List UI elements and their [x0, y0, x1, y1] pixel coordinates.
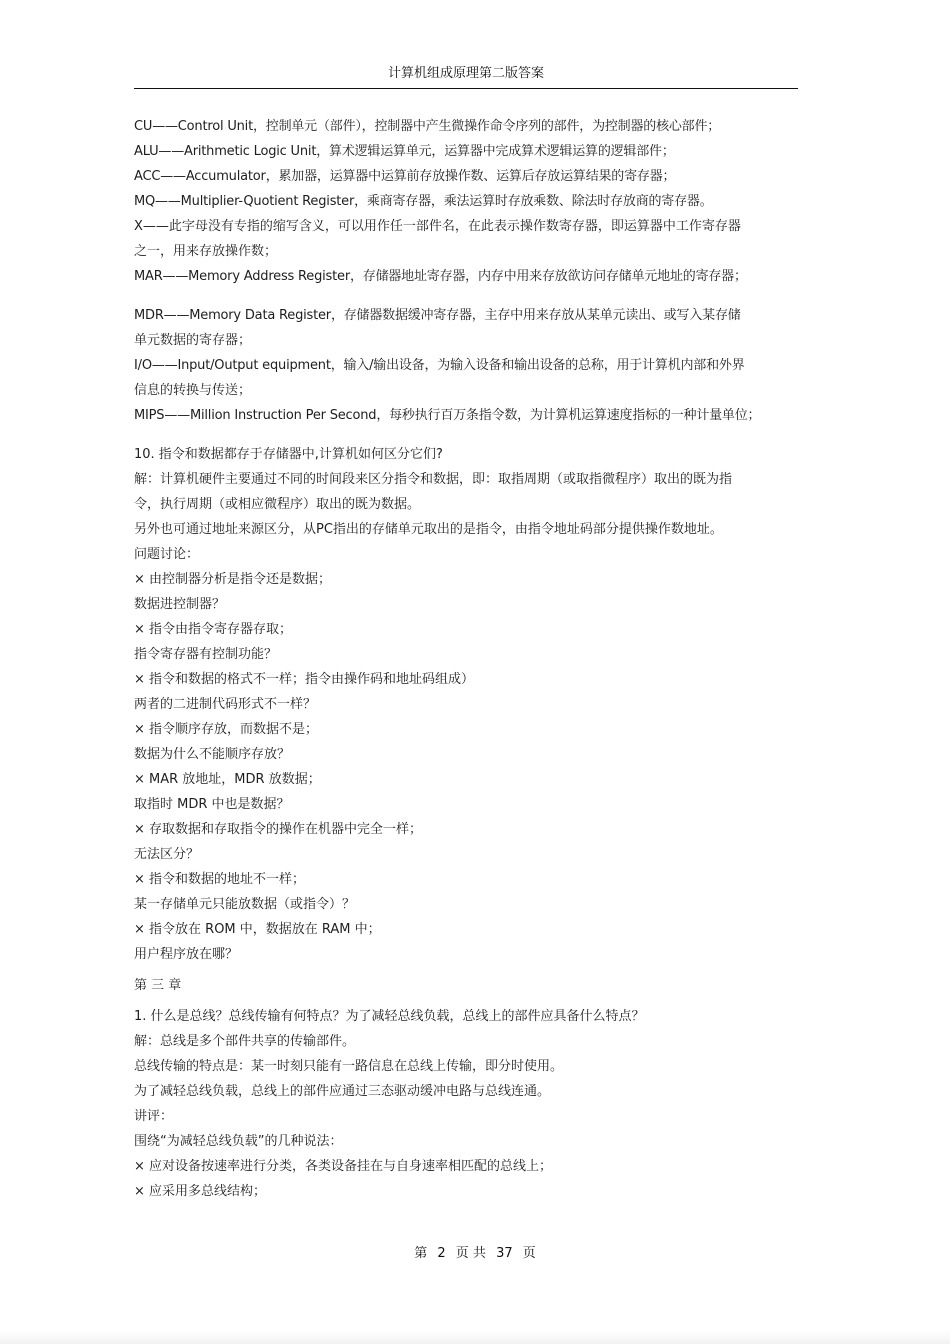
discussion-line: × 指令由指令寄存器存取； — [134, 622, 293, 637]
answer-line: 另外也可通过地址来源区分，从PC指出的存储单元取出的是指令，由指令地址码部分提供操作数地址。 — [134, 522, 723, 537]
discussion-line: 数据为什么不能顺序存放？ — [134, 747, 291, 762]
discussion-line: × 存取数据和存取指令的操作在机器中完全一样； — [134, 822, 423, 837]
definition-acc: ACC——Accumulator，累加器，运算器中运算前存放操作数、运算后存放运算结果的寄存器； — [134, 169, 676, 184]
review-line: × 应对设备按速率进行分类，各类设备挂在与自身速率相匹配的总线上； — [134, 1159, 553, 1174]
definition-x-cont: 之一，用来存放操作数； — [134, 244, 278, 259]
review-heading: 讲评： — [134, 1109, 174, 1124]
definition-mdr-cont: 单元数据的寄存器； — [134, 333, 252, 348]
discussion-line: × 指令放在 ROM 中，数据放在 RAM 中； — [134, 922, 381, 937]
spacer — [134, 289, 800, 303]
footer-page-number: 2 — [437, 1246, 446, 1261]
discussion-line: 指令寄存器有控制功能？ — [134, 647, 278, 662]
discussion-line: × 指令和数据的地址不一样； — [134, 872, 306, 887]
spacer — [134, 428, 800, 442]
definition-cu: CU——Control Unit，控制单元（部件），控制器中产生微操作命令序列的部件，为控制器的核心部件； — [134, 119, 721, 134]
scan-edge — [0, 1330, 950, 1344]
definitions-block — [134, 114, 800, 289]
discussion-line: 无法区分？ — [134, 847, 200, 862]
definition-mq: MQ——Multiplier-Quotient Register，乘商寄存器，乘法运算时存放乘数、除法时存放商的寄存器。 — [134, 194, 713, 209]
definition-alu: ALU——Arithmetic Logic Unit，算术逻辑运算单元，运算器中完成算术逻辑运算的逻辑部件； — [134, 144, 675, 159]
discussion-line: × 指令顺序存放，而数据不是； — [134, 722, 319, 737]
review-line: × 应采用多总线结构； — [134, 1184, 267, 1199]
question-1-title: 1. 什么是总线？总线传输有何特点？为了减轻总线负载，总线上的部件应具备什么特点？ — [134, 1009, 645, 1024]
discussion-line: 用户程序放在哪？ — [134, 947, 239, 962]
answer-line: 解：总线是多个部件共享的传输部件。 — [134, 1034, 356, 1049]
page-footer — [0, 1244, 950, 1264]
chapter-heading: 第 三 章 — [134, 978, 182, 993]
page-header: 计算机组成原理第二版答案 — [134, 64, 798, 89]
footer-middle: 页 共 — [455, 1246, 486, 1261]
discussion-heading: 问题讨论： — [134, 547, 200, 562]
review-line: 围绕“为减轻总线负载”的几种说法： — [134, 1134, 343, 1149]
footer-prefix: 第 — [414, 1246, 428, 1261]
definitions-block-2 — [134, 303, 800, 428]
definition-mar: MAR——Memory Address Register，存储器地址寄存器，内存中用来存放欲访问存储单元地址的寄存器； — [134, 269, 747, 284]
page-body — [134, 114, 800, 1204]
discussion-line: 取指时 MDR 中也是数据？ — [134, 797, 290, 812]
footer-total-pages: 37 — [496, 1246, 513, 1261]
definition-mdr: MDR——Memory Data Register，存储器数据缓冲寄存器，主存中用来存放从某单元读出、或写入某存储 — [134, 308, 741, 323]
question-1-block — [134, 1004, 800, 1204]
discussion-line: 某一存储单元只能放数据（或指令）？ — [134, 897, 356, 912]
answer-line: 令，执行周期（或相应微程序）取出的既为数据。 — [134, 497, 421, 512]
definition-mips: MIPS——Million Instruction Per Second，每秒执行百万条指令数，为计算机运算速度指标的一种计量单位； — [134, 408, 761, 423]
discussion-line: 两者的二进制代码形式不一样？ — [134, 697, 317, 712]
definition-io: I/O——Input/Output equipment，输入/输出设备，为输入设备和输出设备的总称，用于计算机内部和外界 — [134, 358, 745, 373]
discussion-line: × 指令和数据的格式不一样；指令由操作码和地址码组成） — [134, 672, 475, 687]
answer-line: 解：计算机硬件主要通过不同的时间段来区分指令和数据，即：取指周期（或取指微程序）取出的既为指 — [134, 472, 733, 487]
footer-suffix: 页 — [522, 1246, 536, 1261]
discussion-line: × MAR 放地址，MDR 放数据； — [134, 772, 321, 787]
discussion-line: 数据进控制器？ — [134, 597, 226, 612]
question-10-title: 10. 指令和数据都存于存储器中,计算机如何区分它们? — [134, 447, 443, 462]
definition-x: X——此字母没有专指的缩写含义，可以用作任一部件名，在此表示操作数寄存器，即运算器中工作寄存器 — [134, 219, 741, 234]
answer-line: 为了减轻总线负载，总线上的部件应通过三态驱动缓冲电路与总线连通。 — [134, 1084, 551, 1099]
answer-line: 总线传输的特点是：某一时刻只能有一路信息在总线上传输，即分时使用。 — [134, 1059, 564, 1074]
question-10-block — [134, 442, 800, 967]
discussion-line: × 由控制器分析是指令还是数据； — [134, 572, 332, 587]
definition-io-cont: 信息的转换与传送； — [134, 383, 252, 398]
